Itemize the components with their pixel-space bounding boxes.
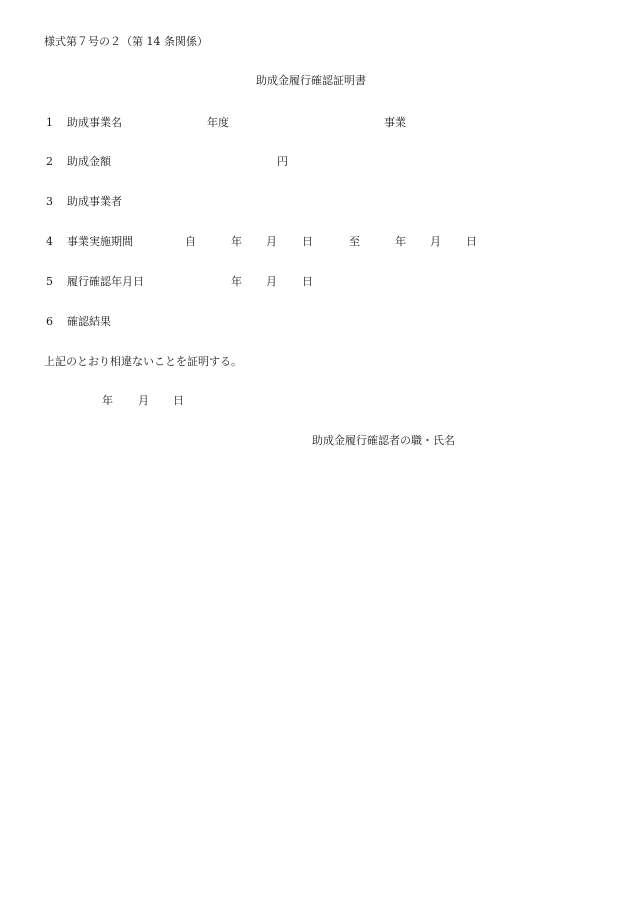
- date-year: 年: [102, 394, 113, 407]
- item-1-number: 1: [46, 116, 53, 129]
- item-5-month: 月: [266, 275, 277, 288]
- item-5-label: 履行確認年月日: [67, 275, 144, 288]
- item-1-label: 助成事業名: [67, 116, 122, 129]
- item-3-number: 3: [46, 195, 53, 208]
- item-4-number: 4: [46, 235, 53, 248]
- item-4-from-day: 日: [302, 235, 313, 248]
- item-4-from-month: 月: [266, 235, 277, 248]
- item-1-year-unit: 年度: [207, 116, 229, 129]
- item-4-label: 事業実施期間: [67, 235, 133, 248]
- item-2-label: 助成金額: [67, 155, 111, 168]
- item-5-year: 年: [231, 275, 242, 288]
- item-5-number: 5: [46, 275, 53, 288]
- item-6-number: 6: [46, 315, 53, 328]
- item-6-label: 確認結果: [67, 315, 111, 328]
- item-4-to-month: 月: [430, 235, 441, 248]
- item-4-from-year: 年: [231, 235, 242, 248]
- item-4-to-year: 年: [395, 235, 406, 248]
- item-1-project-unit: 事業: [384, 116, 406, 129]
- signatory-label: 助成金履行確認者の職・氏名: [312, 434, 455, 447]
- item-4-from: 自: [185, 235, 196, 248]
- form-number: 様式第７号の２（第 14 条関係）: [44, 35, 208, 48]
- certification-text: 上記のとおり相違ないことを証明する。: [44, 355, 242, 368]
- item-5-day: 日: [302, 275, 313, 288]
- item-4-to: 至: [349, 235, 360, 248]
- item-4-to-day: 日: [466, 235, 477, 248]
- document-title: 助成金履行確認証明書: [256, 74, 366, 87]
- item-2-yen-unit: 円: [277, 155, 288, 168]
- item-2-number: 2: [46, 155, 53, 168]
- date-month: 月: [138, 394, 149, 407]
- date-day: 日: [173, 394, 184, 407]
- item-3-label: 助成事業者: [67, 195, 122, 208]
